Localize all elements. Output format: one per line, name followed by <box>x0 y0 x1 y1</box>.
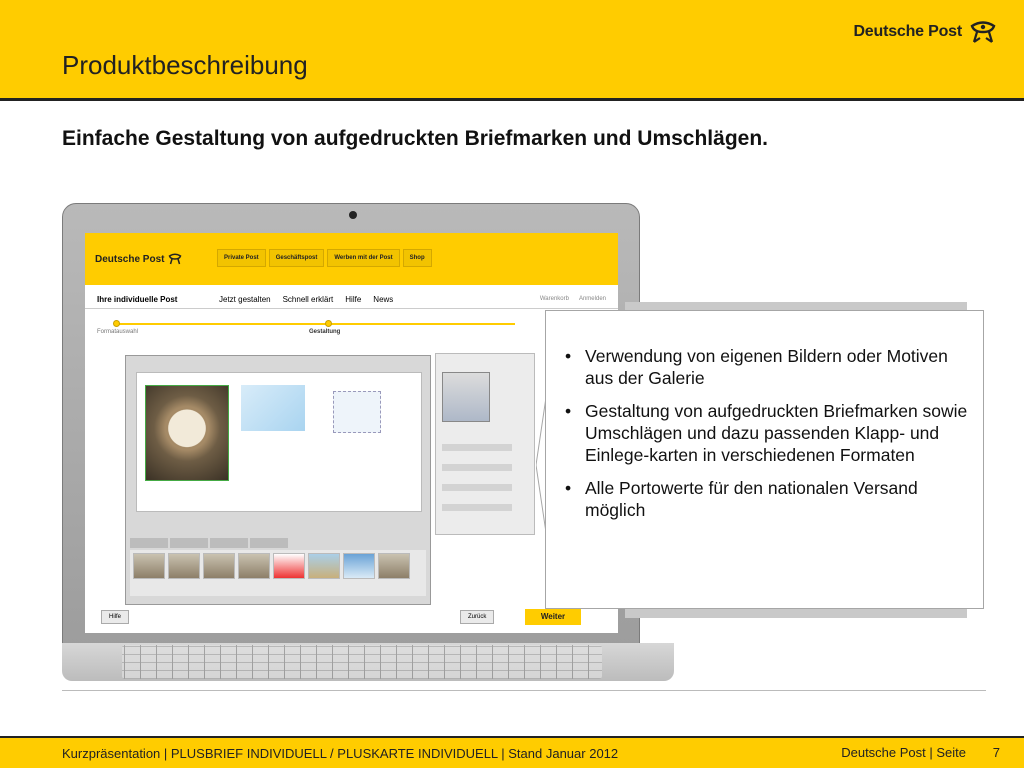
cake-photo[interactable] <box>145 385 229 481</box>
tool-row[interactable] <box>442 484 512 491</box>
section-title: Ihre individuelle Post <box>97 295 178 304</box>
design-editor[interactable] <box>125 355 431 605</box>
step-dot <box>325 320 332 327</box>
site-logo-text: Deutsche Post <box>95 253 165 265</box>
sub-navigation <box>85 291 618 309</box>
gallery-tab[interactable] <box>170 538 208 548</box>
link-warenkorb[interactable]: Warenkorb <box>539 296 569 302</box>
link-jetzt-gestalten[interactable]: Jetzt gestalten <box>219 295 271 304</box>
header-bar <box>0 0 1024 101</box>
gallery-tab[interactable] <box>250 538 288 548</box>
nav-shop[interactable]: Shop <box>403 249 432 267</box>
link-anmelden[interactable]: Anmelden <box>578 296 606 302</box>
post-horn-icon <box>167 253 183 265</box>
tool-row[interactable] <box>442 464 512 471</box>
gallery-thumb[interactable] <box>343 553 375 579</box>
image-gallery <box>130 550 426 596</box>
footer-caption: Kurzpräsentation | PLUSBRIEF INDIVIDUELL / PLUSKARTE INDIVIDUELL | Stand Januar 2012 <box>62 746 619 761</box>
next-button[interactable]: Weiter <box>525 609 581 625</box>
site-nav <box>217 249 432 267</box>
gallery-tabs <box>130 538 288 548</box>
gallery-thumb[interactable] <box>238 553 270 579</box>
gallery-thumb[interactable] <box>203 553 235 579</box>
gallery-thumb[interactable] <box>168 553 200 579</box>
link-hilfe[interactable]: Hilfe <box>345 295 362 304</box>
link-news[interactable]: News <box>373 295 394 304</box>
brand-name: Deutsche Post <box>853 23 962 40</box>
gallery-tab[interactable] <box>130 538 168 548</box>
account-links <box>540 296 606 302</box>
gallery-thumb[interactable] <box>133 553 165 579</box>
feature-list <box>562 345 972 532</box>
gallery-thumb[interactable] <box>308 553 340 579</box>
tools-panel <box>435 353 535 535</box>
site-header <box>85 233 618 285</box>
feature-item: • Gestaltung von aufgedruckten Briefmarken sowie Umschlägen und dazu passenden Klapp- und Einlege-karten in verschiedenen Formaten <box>562 400 972 466</box>
nav-private-post[interactable]: Private Post <box>217 249 266 267</box>
link-schnell-erklaert[interactable]: Schnell erklärt <box>282 295 334 304</box>
page-number: 7 <box>992 745 1000 760</box>
camera-icon <box>349 211 357 219</box>
gallery-thumb[interactable] <box>378 553 410 579</box>
progress-steps <box>97 319 527 339</box>
feature-item: • Verwendung von eigenen Bildern oder Motiven aus der Galerie <box>562 345 972 389</box>
laptop-keyboard <box>122 645 602 679</box>
gallery-thumb[interactable] <box>273 553 305 579</box>
step-formatauswahl[interactable]: Formatauswahl <box>97 329 139 335</box>
tool-row[interactable] <box>442 444 512 451</box>
help-button[interactable]: Hilfe <box>101 610 129 624</box>
background-image[interactable] <box>241 385 305 431</box>
site-logo[interactable] <box>95 253 183 265</box>
tool-row[interactable] <box>442 504 512 511</box>
back-button[interactable]: Zurück <box>460 610 494 624</box>
sub-links <box>219 295 393 304</box>
post-horn-icon <box>968 20 998 44</box>
footer-publisher: Deutsche Post | Seite <box>841 745 966 760</box>
slide-subtitle: Einfache Gestaltung von aufgedruckten Briefmarken und Umschlägen. <box>62 127 768 150</box>
progress-line <box>115 323 515 325</box>
screen-buttons <box>85 608 618 628</box>
nav-werben[interactable]: Werben mit der Post <box>327 249 399 267</box>
preview-thumbnail <box>442 372 490 422</box>
step-gestaltung[interactable]: Gestaltung <box>309 329 341 335</box>
divider <box>62 690 986 691</box>
feature-item: • Alle Portowerte für den nationalen Versand möglich <box>562 477 972 521</box>
brand <box>853 20 998 44</box>
footer-bar <box>0 736 1024 768</box>
nav-geschaeftspost[interactable]: Geschäftspost <box>269 249 325 267</box>
gallery-tab[interactable] <box>210 538 248 548</box>
design-canvas[interactable] <box>136 372 422 512</box>
step-dot <box>113 320 120 327</box>
page-title: Produktbeschreibung <box>62 50 308 80</box>
stamp-area[interactable] <box>333 391 381 433</box>
